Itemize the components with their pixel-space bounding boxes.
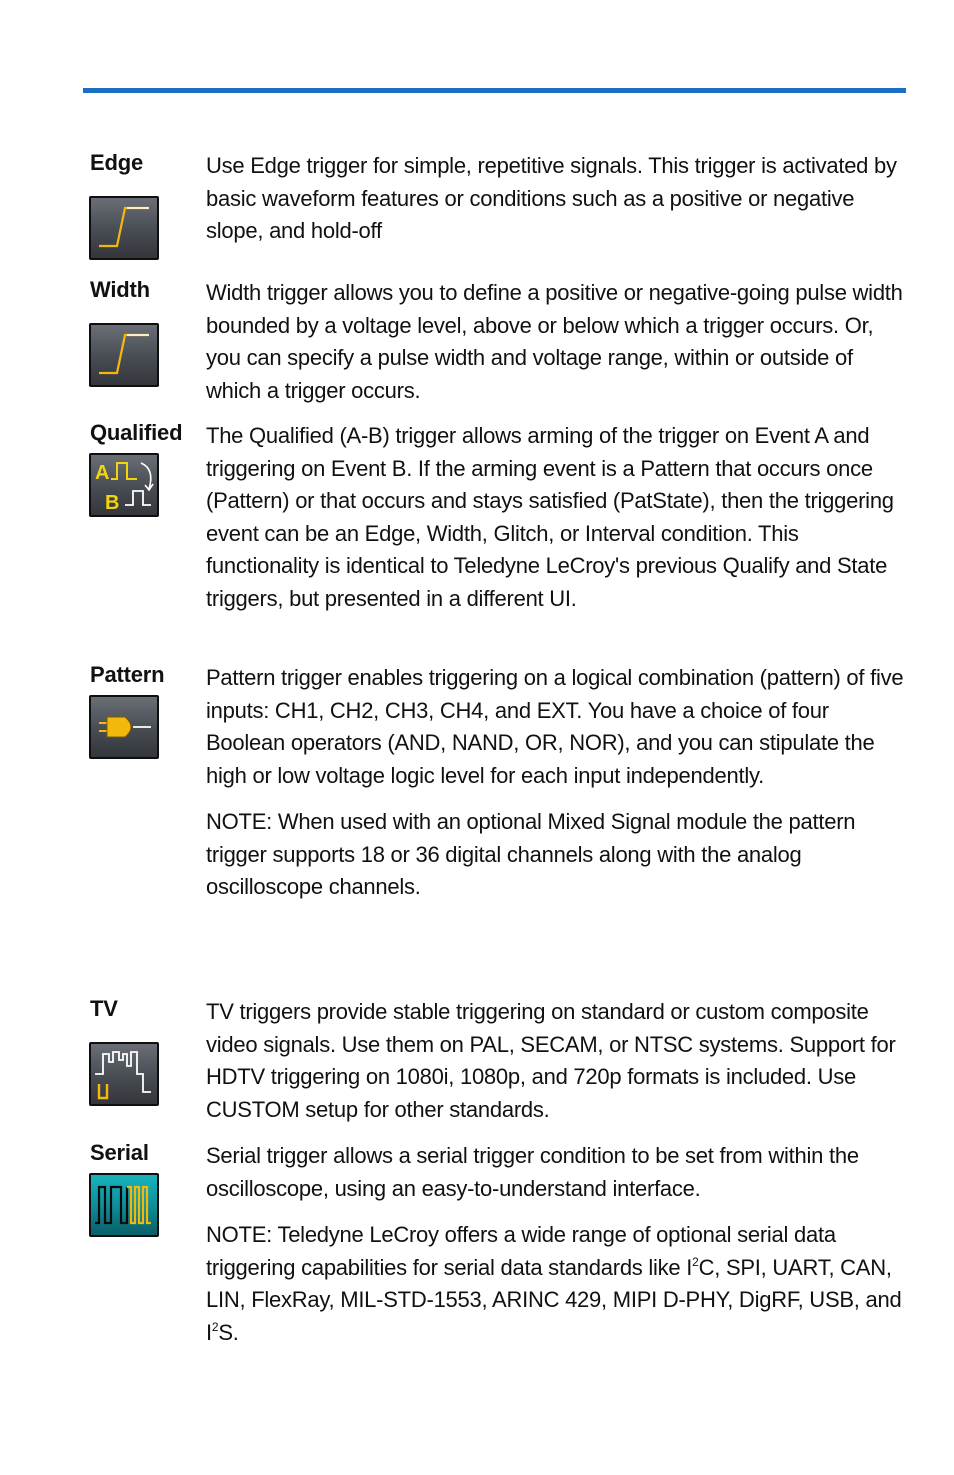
term-tv: TV — [90, 996, 118, 1021]
description-edge: Use Edge trigger for simple, repetitive signals. This trigger is activated by basic waveform features or conditions such as a positive or negative slope, and hold-off — [206, 153, 897, 243]
description-pattern: Pattern trigger enables triggering on a logical combination (pattern) of five inputs: CH1, CH2, CH3, CH4, and EXT. You have a choice of four Boolean operators (AND, NAND, OR, NOR), and you can stipulate the high or low voltage logic level for each input independently. NOTE: When used with an optional Mixed Signal module the pattern trigger supports 18 or 36 digital channels along with the analog oscilloscope channels. — [206, 662, 908, 904]
serial-trigger-icon[interactable] — [89, 1173, 159, 1237]
qualified-icon-label-a: A — [95, 462, 110, 484]
pattern-trigger-icon[interactable] — [89, 695, 159, 759]
width-trigger-icon[interactable] — [89, 323, 159, 387]
description-width: Width trigger allows you to define a positive or negative-going pulse width bounded by a voltage level, above or below which a trigger occurs. Or, you can specify a pulse width and voltage range, within or outside of which a trigger occurs. — [206, 280, 903, 403]
term-edge: Edge — [90, 150, 143, 175]
edge-trigger-icon[interactable] — [89, 196, 159, 260]
description-qualified: The Qualified (A-B) trigger allows arming of the trigger on Event A and triggering on Event B. If the arming event is a Pattern that occurs once (Pattern) or that occurs and stays satisfied (PatState), then the triggering event can be an Edge, Width, Glitch, or Interval condition. This functionality is identical to Teledyne LeCroy's previous Qualify and State triggers, but presented in a different UI. — [206, 423, 894, 611]
pattern-note: NOTE: When used with an optional Mixed Signal module the pattern trigger supports 18 or 36 digital channels along with the analog oscilloscope channels. — [206, 809, 856, 899]
term-qualified: Qualified — [90, 420, 183, 445]
term-width: Width — [90, 277, 150, 302]
tv-trigger-icon[interactable] — [89, 1042, 159, 1106]
description-tv: TV triggers provide stable triggering on standard or custom composite video signals. Use them on PAL, SECAM, or NTSC systems. Support for HDTV triggering on 1080i, 1080p, and 720p formats is included. Use CUSTOM setup for other standards. — [206, 999, 896, 1122]
term-serial: Serial — [90, 1140, 149, 1165]
description-serial: Serial trigger allows a serial trigger condition to be set from within the oscilloscope, using an easy-to-understand interface. NOTE: Teledyne LeCroy offers a wide range of optional serial data triggering capabilities for serial data standards like $I^2C$, SPI, UART, CAN, LIN, FlexRay, MIL-STD-1553, ARINC 429, MIPI D-PHY, DigRF, USB, and $I^2S$. — [206, 1140, 908, 1349]
serial-note: NOTE: Teledyne LeCroy offers a wide range of optional serial data triggering capabilities for serial data standards like $I^2C$, SPI, UART, CAN, LIN, FlexRay, MIL-STD-1553, ARINC 429, MIPI D-PHY, DigRF, USB, and $I^2S$. — [206, 1222, 902, 1345]
term-pattern: Pattern — [90, 662, 165, 687]
qualified-trigger-icon[interactable] — [89, 453, 159, 517]
header-rule — [83, 88, 906, 93]
qualified-icon-label-b: B — [105, 492, 120, 514]
